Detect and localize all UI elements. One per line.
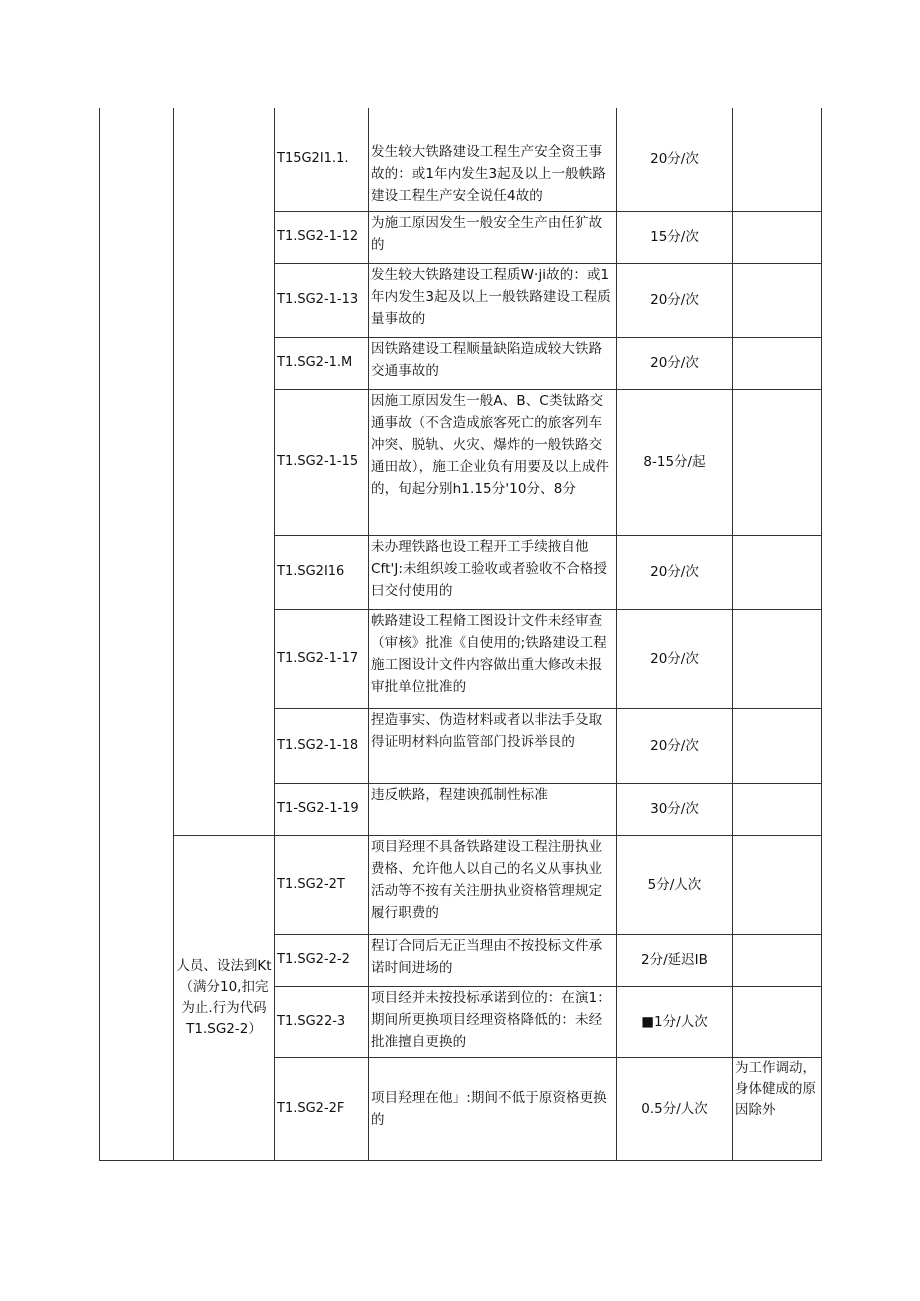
remark-cell [733, 934, 822, 986]
behavior-description: 因铁路建设工程顺量缺陷造成较大铁路交通事故的 [369, 337, 617, 389]
remark-cell [733, 708, 822, 783]
behavior-description: 捏造事实、伪造材料或者以非法手殳取得证明材料向监管部门投诉举艮的 [369, 708, 617, 783]
deduction-score: ■1分/人次 [617, 986, 733, 1057]
behavior-code: T1.SG2-1-18 [275, 708, 369, 783]
behavior-description: 因施工原因发生一般A、B、C类钛路交通事故（不含造成旅客死亡的旅客列车冲突、脱轨、火灾、爆炸的一般铁路交通田故），施工企业负有用要及以上成件的，旬起分别h1.15分'10分、8分 [369, 389, 617, 535]
deduction-score: 20分/次 [617, 609, 733, 708]
deduction-score: 8-15分/起 [617, 389, 733, 535]
deduction-score: 30分/次 [617, 783, 733, 835]
behavior-description: 未办理铁路也设工程开工手续掖自他Cft'J:未组织竣工验收或者验收不合格授曰交付使用的 [369, 535, 617, 609]
deduction-score: 20分/次 [617, 108, 733, 211]
behavior-description: 发生较大铁路建设工程质W·ji故的：或1年内发生3起及以上一般铁路建设工程质量事故的 [369, 263, 617, 337]
deduction-score: 2分/延迟IB [617, 934, 733, 986]
behavior-code: T1.SG2-1.M [275, 337, 369, 389]
behavior-description: 项目羟理在他」:期间不低于原资格更换的 [369, 1057, 617, 1160]
behavior-description: 违反帙路，程建谀孤制性标准 [369, 783, 617, 835]
behavior-code: T1.SG2-1-12 [275, 211, 369, 263]
deduction-score: 20分/次 [617, 337, 733, 389]
remark-cell [733, 535, 822, 609]
deduction-score: 0.5分/人次 [617, 1057, 733, 1160]
remark-cell [733, 986, 822, 1057]
behavior-code: T1.SG2-2T [275, 835, 369, 934]
deduction-score: 5分/人次 [617, 835, 733, 934]
deduction-score: 20分/次 [617, 535, 733, 609]
deduction-score: 20分/次 [617, 263, 733, 337]
behavior-code: T1.SG2-2-2 [275, 934, 369, 986]
remark-cell [733, 389, 822, 535]
remark-cell: 为工作调动，身体健成的原因除外 [733, 1057, 822, 1160]
behavior-code: T1.SG2-1-13 [275, 263, 369, 337]
behavior-description: 项目经并未按投标承诺到位的：在演1：期间所更换项目经理资格降低的：未经批准擅自更换的 [369, 986, 617, 1057]
behavior-description: 帙路建设工程脩工图设计文件未经审查（审核》批准《自使用的;铁路建设工程施工图设计文件内容做出重大修改未报审批单位批准的 [369, 609, 617, 708]
remark-cell [733, 337, 822, 389]
deduction-score: 15分/次 [617, 211, 733, 263]
remark-cell [733, 263, 822, 337]
remark-cell [733, 835, 822, 934]
scoring-table [99, 108, 822, 1161]
table-row [100, 835, 822, 934]
remark-cell [733, 783, 822, 835]
behavior-description: 发生较大铁路建设工程生产安全资王事故的：或1年内发生3起及以上一般帙路建设工程生产安全说任4故的 [369, 108, 617, 211]
behavior-description: 为施工原因发生一般安全生产由任犷故的 [369, 211, 617, 263]
behavior-code: T1.SG2-2F [275, 1057, 369, 1160]
section-cell [100, 108, 174, 1160]
category-cell [174, 108, 275, 835]
category-cell: 人员、设法到Kt（满分10,扣完为止.行为代码T1.SG2-2） [174, 835, 275, 1160]
behavior-code: T1-SG2-1-19 [275, 783, 369, 835]
behavior-description: 程订合同后无正当理由不按投标文件承诺时间进场的 [369, 934, 617, 986]
scoring-table-page [99, 108, 821, 1161]
table-row [100, 108, 822, 211]
remark-cell [733, 211, 822, 263]
behavior-code: T1.SG2-1-17 [275, 609, 369, 708]
remark-cell [733, 609, 822, 708]
behavior-code: T1.SG2-1-15 [275, 389, 369, 535]
deduction-score: 20分/次 [617, 708, 733, 783]
behavior-description: 项目羟理不具备铁路建设工程注册执业费格、允许他人以自己的名义从事执业活动等不按有关注册执业资格管理规定履行职费的 [369, 835, 617, 934]
remark-cell [733, 108, 822, 211]
behavior-code: T1.SG22-3 [275, 986, 369, 1057]
behavior-code: T15G2I1.1. [275, 108, 369, 211]
behavior-code: T1.SG2I16 [275, 535, 369, 609]
